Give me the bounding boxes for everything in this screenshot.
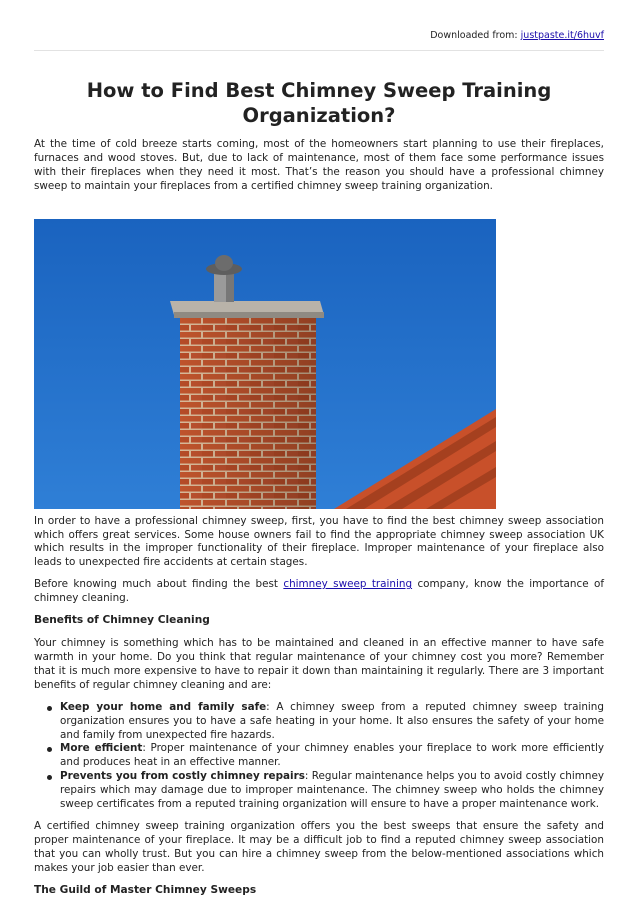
importance-text-end: company, know the importance of chimney cleaning. — [34, 578, 604, 605]
association-paragraph: In order to have a professional chimney sweep, first, you have to find the best chimney sweep association which offers great services. Some house owners fail to find the appropriate chimney sweep association UK which results in the improper functionality of their fireplace. Improper maintenance of your fireplace also leads to unexpected fire accidents at certain stages. — [34, 514, 604, 569]
source-link[interactable]: justpaste.it/6huvf — [520, 30, 604, 41]
benefit-title: More efficient — [60, 742, 143, 755]
downloaded-label: Downloaded from: — [430, 30, 521, 41]
benefit-text: : A chimney sweep from a reputed chimney sweep training organization ensures you to have a safe heating in your home. It also ensures the safety of your home and family from unexpected fire hazards. — [60, 700, 604, 741]
benefits-heading: Benefits of Chimney Cleaning — [34, 614, 210, 627]
download-source — [430, 30, 604, 41]
benefit-title: Keep your home and family safe — [60, 700, 267, 713]
maintenance-paragraph: Your chimney is something which has to be maintained and cleaned in an effective manner to have safe warmth in your home. Do you think that regular maintenance of your chimney cost you more? Remember that it is much more expensive to have to repair it down than maintaining it regularly. There are 3 important benefits of regular chimney cleaning and are: — [34, 637, 604, 691]
list-item — [34, 770, 604, 812]
bullet-icon — [47, 706, 52, 711]
list-item — [34, 701, 604, 743]
importance-paragraph — [34, 578, 604, 606]
chimney-sweep-training-link[interactable]: chimney sweep training — [283, 578, 413, 591]
article — [34, 78, 604, 903]
benefit-text: : Proper maintenance of your chimney enables your fireplace to work more efficiently and produces heat in an effective manner. — [60, 742, 604, 769]
importance-text-start: Before knowing much about finding the best — [34, 578, 284, 591]
list-item — [34, 742, 604, 770]
intro-paragraph: At the time of cold breeze starts coming, most of the homeowners start planning to use their fireplaces, furnaces and wood stoves. But, due to lack of maintenance, most of them face some performance issues with their fireplaces when they need it most. That’s the reason you should have a professional chimney sweep to maintain your fireplaces from a certified chimney sweep training organization. — [34, 138, 604, 192]
guild-heading: The Guild of Master Chimney Sweeps — [34, 883, 257, 896]
chimney-photo — [34, 219, 496, 509]
page-title: How to Find Best Chimney Sweep Training Organization? — [86, 79, 552, 127]
certified-paragraph: A certified chimney sweep training organization offers you the best sweeps that ensure the safety and proper maintenance of your fireplace. It may be a difficult job to find a reputed chimney sweep association that you can wholly trust. But you can hire a chimney sweep from the below-mentioned associations which makes your job easier than ever. — [34, 819, 604, 874]
bullet-icon — [47, 747, 52, 752]
benefits-list — [34, 701, 604, 812]
benefit-text: : Regular maintenance helps you to avoid costly chimney repairs which may damage due to improper maintenance. The chimney sweep who holds the chimney sweep certificates from a reputed training organization will ensure to have a proper maintenance work. — [60, 770, 604, 811]
benefit-title: Prevents you from costly chimney repairs — [60, 770, 305, 783]
bullet-icon — [47, 775, 52, 780]
header-divider — [34, 50, 604, 51]
